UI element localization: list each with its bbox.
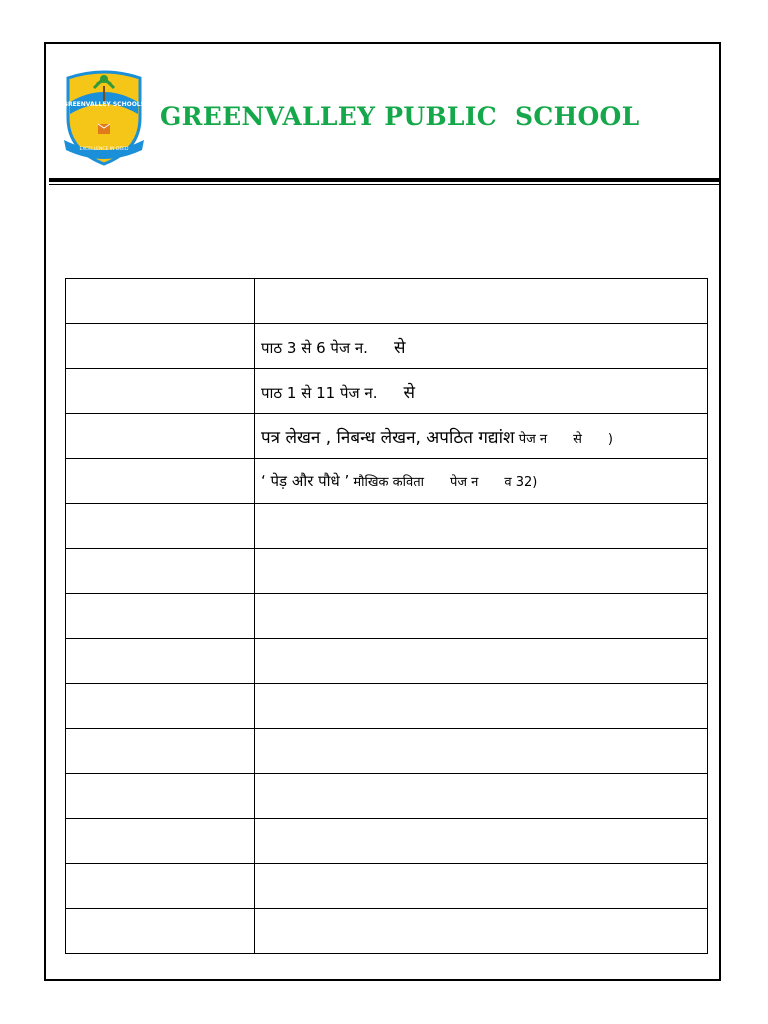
table-row	[66, 594, 708, 639]
cell-text: पेज न	[514, 431, 548, 447]
logo-motto: EXCELLENCE IN DEED	[79, 147, 129, 152]
cell-content	[255, 504, 708, 549]
cell-text: ‘ पेड़ और पौधे ’	[261, 472, 350, 490]
table-row	[66, 684, 708, 729]
logo-arc-text: GREENVALLEY SCHOOLS	[63, 101, 145, 108]
table-row	[66, 504, 708, 549]
cell-content	[255, 369, 708, 414]
cell-label	[66, 639, 255, 684]
cell-text: पाठ 3 से 6 पेज न.	[261, 338, 368, 357]
cell-label	[66, 549, 255, 594]
cell-text: पाठ 1 से 11 पेज न.	[261, 383, 378, 402]
cell-label	[66, 909, 255, 954]
cell-text: व 32)	[504, 475, 538, 490]
cell-label	[66, 459, 255, 504]
cell-label	[66, 864, 255, 909]
syllabus-table	[65, 278, 708, 954]
cell-content	[255, 774, 708, 819]
cell-text: पेज न	[450, 475, 479, 490]
table-row	[66, 279, 708, 324]
cell-content	[255, 594, 708, 639]
cell-content	[255, 864, 708, 909]
cell-label	[66, 594, 255, 639]
table-row	[66, 819, 708, 864]
cell-text: )	[607, 431, 613, 447]
cell-content	[255, 729, 708, 774]
cell-label	[66, 819, 255, 864]
table-row	[66, 864, 708, 909]
cell-content	[255, 909, 708, 954]
cell-label	[66, 369, 255, 414]
table-row	[66, 324, 708, 369]
cell-label	[66, 729, 255, 774]
table-row	[66, 549, 708, 594]
cell-text: से	[573, 431, 582, 447]
cell-text: पत्र लेखन , निबन्ध लेखन, अपठित गद्यांश	[261, 427, 515, 448]
cell-content	[255, 414, 708, 459]
cell-text: से	[403, 382, 415, 403]
table-row	[66, 729, 708, 774]
cell-content	[255, 459, 708, 504]
cell-label	[66, 504, 255, 549]
school-logo	[62, 68, 146, 168]
school-name: GREENVALLEY PUBLIC SCHOOL	[160, 102, 640, 131]
table-row	[66, 369, 708, 414]
cell-label	[66, 774, 255, 819]
page-frame	[44, 42, 721, 981]
cell-content	[255, 819, 708, 864]
header	[46, 44, 719, 184]
table-row	[66, 639, 708, 684]
header-rule	[49, 178, 721, 182]
cell-label	[66, 279, 255, 324]
cell-content	[255, 639, 708, 684]
table-body	[66, 279, 708, 954]
cell-label	[66, 414, 255, 459]
cell-text: से	[393, 337, 406, 358]
cell-content	[255, 549, 708, 594]
cell-label	[66, 324, 255, 369]
table-row	[66, 414, 708, 459]
table-row	[66, 909, 708, 954]
table-row	[66, 459, 708, 504]
cell-text: मौखिक कविता	[349, 475, 425, 490]
table-row	[66, 774, 708, 819]
cell-content	[255, 684, 708, 729]
cell-content	[255, 279, 708, 324]
cell-content	[255, 324, 708, 369]
header-rule-thin	[49, 184, 721, 185]
cell-label	[66, 684, 255, 729]
